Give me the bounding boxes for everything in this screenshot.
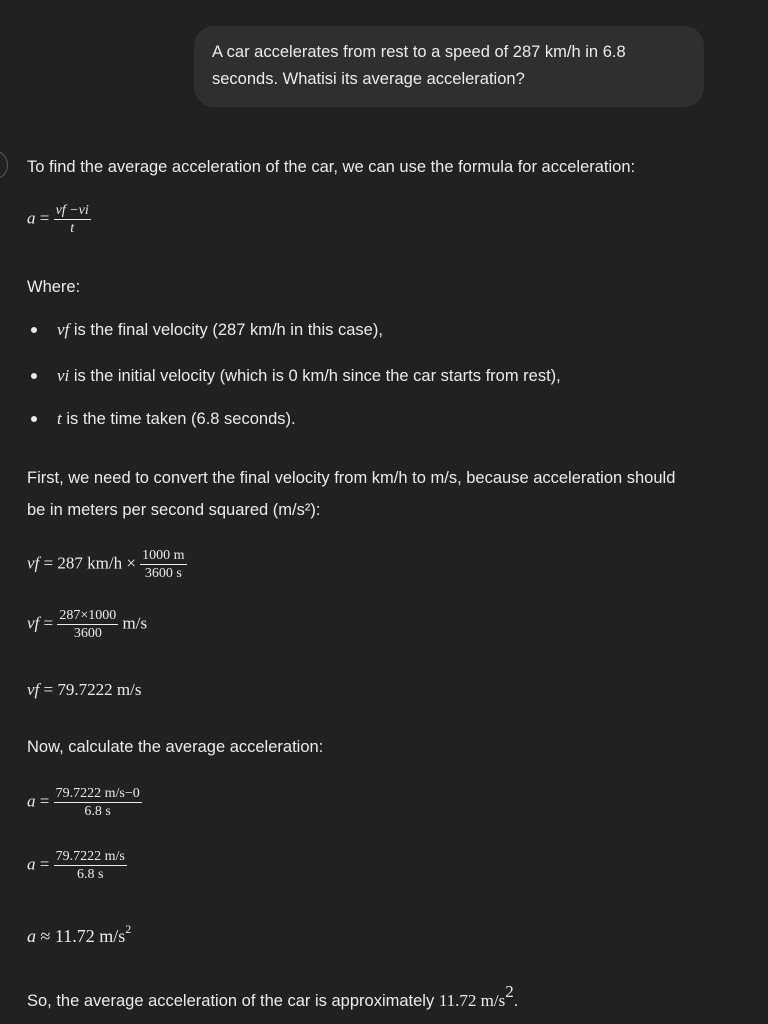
bullet-text: is the final velocity (287 km/h in this case), bbox=[69, 321, 383, 339]
conclusion-period: . bbox=[513, 992, 519, 1010]
step-exponent: 2 bbox=[125, 922, 132, 936]
formula-numerator: vf −vi bbox=[55, 203, 89, 218]
step-numerator: 79.7222 m/s bbox=[55, 849, 125, 864]
step-numerator: 79.7222 m/s−0 bbox=[55, 786, 140, 801]
acceleration-step-2 bbox=[27, 849, 127, 882]
formula-lhs: a bbox=[27, 208, 36, 228]
step-value: 287 km/h × bbox=[57, 553, 136, 573]
step-eq: = bbox=[43, 680, 54, 699]
step-fraction bbox=[54, 849, 127, 882]
step-eq: = bbox=[43, 613, 54, 633]
bullet-dot bbox=[31, 373, 37, 379]
bullet-dot bbox=[31, 416, 37, 422]
step-approx: ≈ bbox=[40, 926, 51, 946]
bullet-dot bbox=[31, 327, 37, 333]
bullet-item-vf bbox=[57, 320, 383, 340]
formula-fraction bbox=[54, 203, 91, 236]
step-numerator: 287×1000 bbox=[59, 608, 117, 623]
bullet-symbol: vi bbox=[57, 366, 70, 385]
acceleration-result bbox=[27, 922, 131, 947]
step-lhs: vf bbox=[27, 613, 40, 633]
acceleration-formula bbox=[27, 203, 91, 236]
step-lhs: a bbox=[27, 791, 36, 811]
conclusion-exponent: 2 bbox=[505, 982, 514, 1001]
formula-denominator: t bbox=[70, 221, 75, 236]
bullet-text: is the initial velocity (which is 0 km/h since the car starts from rest), bbox=[69, 367, 561, 385]
step-value: 11.72 m/s bbox=[54, 926, 126, 946]
where-label: Where: bbox=[27, 278, 81, 296]
step-lhs: a bbox=[27, 854, 36, 874]
step-value: 79.7222 m/s bbox=[57, 680, 142, 699]
bullet-item-t bbox=[57, 409, 296, 429]
user-message-bubble bbox=[194, 26, 704, 107]
assistant-avatar bbox=[0, 150, 8, 180]
step-lhs: a bbox=[27, 926, 36, 946]
step-unit: m/s bbox=[122, 613, 148, 633]
bullet-symbol: t bbox=[57, 409, 62, 428]
step-denominator: 6.8 s bbox=[84, 804, 111, 819]
step-eq: = bbox=[39, 854, 50, 874]
step-fraction bbox=[57, 608, 118, 641]
bullet-symbol: vf bbox=[57, 320, 70, 339]
intro-text: To find the average acceleration of the car, we can use the formula for acceleration: bbox=[27, 158, 636, 176]
step-fraction bbox=[140, 548, 186, 581]
convert-paragraph: First, we need to convert the final velocity from km/h to m/s, because acceleration should be in meters per second squared (m/s²): bbox=[27, 469, 676, 519]
step-eq: = bbox=[39, 791, 50, 811]
conversion-step-2 bbox=[27, 608, 147, 641]
step-denominator: 6.8 s bbox=[76, 867, 104, 882]
bullet-item-vi bbox=[57, 366, 561, 386]
bullet-text: is the time taken (6.8 seconds). bbox=[61, 410, 296, 428]
conclusion-value: 11.72 m/s bbox=[438, 991, 506, 1010]
formula-eq: = bbox=[39, 208, 50, 228]
step-lhs: vf bbox=[27, 680, 40, 699]
step-numerator: 1000 m bbox=[142, 548, 185, 563]
now-paragraph: Now, calculate the average acceleration: bbox=[27, 738, 324, 756]
acceleration-step-1 bbox=[27, 786, 142, 819]
conversion-step-1 bbox=[27, 548, 187, 581]
step-eq: = bbox=[43, 553, 54, 573]
step-denominator: 3600 bbox=[73, 626, 102, 641]
step-fraction bbox=[54, 786, 142, 819]
conclusion-sentence: So, the average acceleration of the car is approximately bbox=[27, 992, 439, 1010]
conversion-step-3 bbox=[27, 680, 141, 700]
conclusion-text bbox=[27, 982, 518, 1011]
step-denominator: 3600 s bbox=[144, 566, 182, 581]
step-lhs: vf bbox=[27, 553, 40, 573]
user-message-text: A car accelerates from rest to a speed of 287 km/h in 6.8 seconds. Whatisi its average acceleration? bbox=[212, 43, 626, 88]
